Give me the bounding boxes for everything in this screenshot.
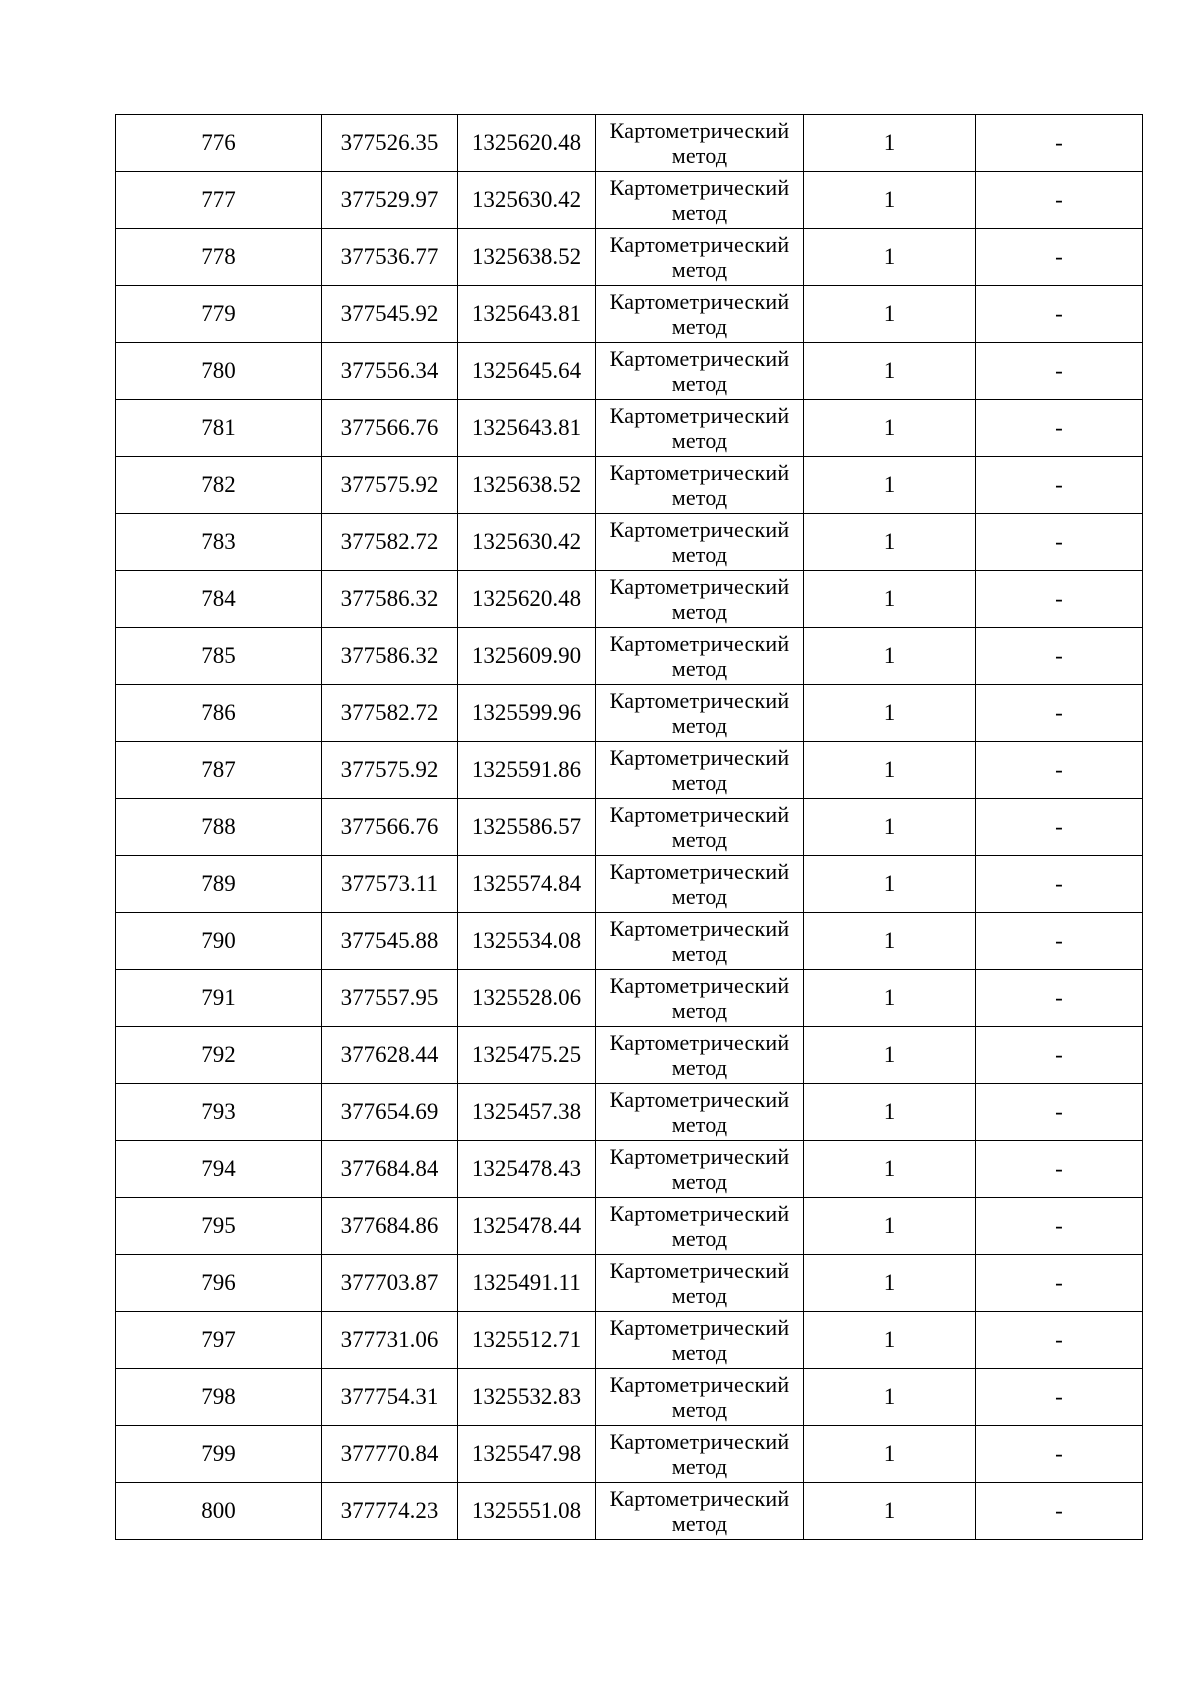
method-line-2: метод	[671, 143, 728, 168]
y-coordinate-cell: 1325591.86	[458, 742, 596, 799]
note-cell: -	[976, 1084, 1143, 1141]
method-line-1: Картометрический	[609, 1315, 790, 1340]
table-row	[116, 628, 1143, 685]
method-cell	[596, 856, 804, 913]
table-row	[116, 172, 1143, 229]
point-number-cell: 798	[116, 1369, 322, 1426]
x-coordinate-cell: 377573.11	[322, 856, 458, 913]
y-coordinate-cell: 1325643.81	[458, 286, 596, 343]
y-coordinate-cell: 1325547.98	[458, 1426, 596, 1483]
accuracy-cell: 1	[804, 799, 976, 856]
table-row	[116, 229, 1143, 286]
x-coordinate-cell: 377731.06	[322, 1312, 458, 1369]
method-line-1: Картометрический	[609, 289, 790, 314]
method-line-2: метод	[671, 1055, 728, 1080]
y-coordinate-cell: 1325491.11	[458, 1255, 596, 1312]
x-coordinate-cell: 377628.44	[322, 1027, 458, 1084]
method-cell	[596, 799, 804, 856]
method-line-2: метод	[671, 827, 728, 852]
accuracy-cell: 1	[804, 742, 976, 799]
table-row	[116, 1312, 1143, 1369]
table-row	[116, 685, 1143, 742]
coordinates-table-body	[116, 115, 1143, 1540]
y-coordinate-cell: 1325609.90	[458, 628, 596, 685]
accuracy-cell: 1	[804, 115, 976, 172]
y-coordinate-cell: 1325528.06	[458, 970, 596, 1027]
note-cell: -	[976, 628, 1143, 685]
point-number-cell: 784	[116, 571, 322, 628]
method-line-2: метод	[671, 428, 728, 453]
method-line-1: Картометрический	[609, 1030, 790, 1055]
table-row	[116, 1027, 1143, 1084]
table-row	[116, 1483, 1143, 1540]
method-line-1: Картометрический	[609, 1258, 790, 1283]
note-cell: -	[976, 799, 1143, 856]
point-number-cell: 781	[116, 400, 322, 457]
method-line-2: метод	[671, 1112, 728, 1137]
method-line-2: метод	[671, 1511, 728, 1536]
x-coordinate-cell: 377566.76	[322, 799, 458, 856]
note-cell: -	[976, 1141, 1143, 1198]
method-line-2: метод	[671, 1397, 728, 1422]
y-coordinate-cell: 1325574.84	[458, 856, 596, 913]
method-line-2: метод	[671, 542, 728, 567]
table-row	[116, 1369, 1143, 1426]
method-line-1: Картометрический	[609, 403, 790, 428]
accuracy-cell: 1	[804, 1141, 976, 1198]
method-cell	[596, 685, 804, 742]
x-coordinate-cell: 377545.88	[322, 913, 458, 970]
point-number-cell: 792	[116, 1027, 322, 1084]
accuracy-cell: 1	[804, 229, 976, 286]
method-line-2: метод	[671, 200, 728, 225]
accuracy-cell: 1	[804, 172, 976, 229]
note-cell: -	[976, 970, 1143, 1027]
x-coordinate-cell: 377582.72	[322, 685, 458, 742]
point-number-cell: 789	[116, 856, 322, 913]
table-row	[116, 970, 1143, 1027]
accuracy-cell: 1	[804, 457, 976, 514]
y-coordinate-cell: 1325551.08	[458, 1483, 596, 1540]
x-coordinate-cell: 377557.95	[322, 970, 458, 1027]
table-row	[116, 286, 1143, 343]
y-coordinate-cell: 1325620.48	[458, 571, 596, 628]
note-cell: -	[976, 1369, 1143, 1426]
x-coordinate-cell: 377684.86	[322, 1198, 458, 1255]
x-coordinate-cell: 377654.69	[322, 1084, 458, 1141]
x-coordinate-cell: 377684.84	[322, 1141, 458, 1198]
method-cell	[596, 913, 804, 970]
note-cell: -	[976, 1027, 1143, 1084]
method-line-2: метод	[671, 770, 728, 795]
y-coordinate-cell: 1325478.44	[458, 1198, 596, 1255]
y-coordinate-cell: 1325457.38	[458, 1084, 596, 1141]
table-row	[116, 1084, 1143, 1141]
x-coordinate-cell: 377556.34	[322, 343, 458, 400]
note-cell: -	[976, 1198, 1143, 1255]
method-cell	[596, 1426, 804, 1483]
method-line-1: Картометрический	[609, 574, 790, 599]
x-coordinate-cell: 377586.32	[322, 628, 458, 685]
method-cell	[596, 1369, 804, 1426]
accuracy-cell: 1	[804, 400, 976, 457]
table-row	[116, 514, 1143, 571]
table-row	[116, 799, 1143, 856]
note-cell: -	[976, 742, 1143, 799]
method-line-1: Картометрический	[609, 802, 790, 827]
accuracy-cell: 1	[804, 1369, 976, 1426]
method-line-1: Картометрический	[609, 517, 790, 542]
accuracy-cell: 1	[804, 1198, 976, 1255]
method-line-2: метод	[671, 713, 728, 738]
method-line-2: метод	[671, 1226, 728, 1251]
method-line-1: Картометрический	[609, 1372, 790, 1397]
note-cell: -	[976, 1483, 1143, 1540]
y-coordinate-cell: 1325534.08	[458, 913, 596, 970]
point-number-cell: 778	[116, 229, 322, 286]
note-cell: -	[976, 343, 1143, 400]
accuracy-cell: 1	[804, 1027, 976, 1084]
accuracy-cell: 1	[804, 1312, 976, 1369]
x-coordinate-cell: 377586.32	[322, 571, 458, 628]
note-cell: -	[976, 172, 1143, 229]
y-coordinate-cell: 1325599.96	[458, 685, 596, 742]
point-number-cell: 791	[116, 970, 322, 1027]
method-line-2: метод	[671, 1340, 728, 1365]
note-cell: -	[976, 400, 1143, 457]
method-line-1: Картометрический	[609, 859, 790, 884]
y-coordinate-cell: 1325638.52	[458, 229, 596, 286]
method-line-1: Картометрический	[609, 916, 790, 941]
accuracy-cell: 1	[804, 343, 976, 400]
point-number-cell: 794	[116, 1141, 322, 1198]
point-number-cell: 797	[116, 1312, 322, 1369]
method-cell	[596, 229, 804, 286]
method-line-1: Картометрический	[609, 1144, 790, 1169]
point-number-cell: 780	[116, 343, 322, 400]
table-row	[116, 1255, 1143, 1312]
x-coordinate-cell: 377582.72	[322, 514, 458, 571]
accuracy-cell: 1	[804, 571, 976, 628]
y-coordinate-cell: 1325645.64	[458, 343, 596, 400]
point-number-cell: 796	[116, 1255, 322, 1312]
point-number-cell: 793	[116, 1084, 322, 1141]
y-coordinate-cell: 1325643.81	[458, 400, 596, 457]
point-number-cell: 779	[116, 286, 322, 343]
method-line-2: метод	[671, 485, 728, 510]
method-cell	[596, 115, 804, 172]
method-cell	[596, 172, 804, 229]
x-coordinate-cell: 377575.92	[322, 457, 458, 514]
accuracy-cell: 1	[804, 1084, 976, 1141]
method-cell	[596, 1255, 804, 1312]
note-cell: -	[976, 685, 1143, 742]
point-number-cell: 788	[116, 799, 322, 856]
accuracy-cell: 1	[804, 913, 976, 970]
table-row	[116, 1198, 1143, 1255]
note-cell: -	[976, 514, 1143, 571]
method-line-1: Картометрический	[609, 688, 790, 713]
point-number-cell: 783	[116, 514, 322, 571]
x-coordinate-cell: 377754.31	[322, 1369, 458, 1426]
accuracy-cell: 1	[804, 1426, 976, 1483]
table-row	[116, 1141, 1143, 1198]
method-line-2: метод	[671, 1169, 728, 1194]
x-coordinate-cell: 377536.77	[322, 229, 458, 286]
method-line-2: метод	[671, 941, 728, 966]
method-line-2: метод	[671, 998, 728, 1023]
method-line-2: метод	[671, 884, 728, 909]
point-number-cell: 795	[116, 1198, 322, 1255]
table-row	[116, 856, 1143, 913]
x-coordinate-cell: 377566.76	[322, 400, 458, 457]
accuracy-cell: 1	[804, 685, 976, 742]
point-number-cell: 800	[116, 1483, 322, 1540]
method-cell	[596, 1027, 804, 1084]
table-row	[116, 913, 1143, 970]
x-coordinate-cell: 377526.35	[322, 115, 458, 172]
method-line-1: Картометрический	[609, 1087, 790, 1112]
method-line-1: Картометрический	[609, 1486, 790, 1511]
x-coordinate-cell: 377545.92	[322, 286, 458, 343]
point-number-cell: 777	[116, 172, 322, 229]
note-cell: -	[976, 1255, 1143, 1312]
note-cell: -	[976, 856, 1143, 913]
note-cell: -	[976, 457, 1143, 514]
y-coordinate-cell: 1325478.43	[458, 1141, 596, 1198]
accuracy-cell: 1	[804, 856, 976, 913]
method-cell	[596, 343, 804, 400]
table-row	[116, 400, 1143, 457]
method-cell	[596, 571, 804, 628]
table-row	[116, 742, 1143, 799]
x-coordinate-cell: 377774.23	[322, 1483, 458, 1540]
y-coordinate-cell: 1325638.52	[458, 457, 596, 514]
y-coordinate-cell: 1325620.48	[458, 115, 596, 172]
method-cell	[596, 514, 804, 571]
y-coordinate-cell: 1325630.42	[458, 514, 596, 571]
method-line-2: метод	[671, 1283, 728, 1308]
note-cell: -	[976, 913, 1143, 970]
method-line-2: метод	[671, 371, 728, 396]
x-coordinate-cell: 377529.97	[322, 172, 458, 229]
x-coordinate-cell: 377703.87	[322, 1255, 458, 1312]
method-cell	[596, 400, 804, 457]
method-line-1: Картометрический	[609, 232, 790, 257]
y-coordinate-cell: 1325630.42	[458, 172, 596, 229]
accuracy-cell: 1	[804, 970, 976, 1027]
method-line-1: Картометрический	[609, 118, 790, 143]
note-cell: -	[976, 229, 1143, 286]
note-cell: -	[976, 115, 1143, 172]
accuracy-cell: 1	[804, 628, 976, 685]
coordinates-table	[115, 114, 1143, 1540]
accuracy-cell: 1	[804, 1255, 976, 1312]
method-cell	[596, 286, 804, 343]
method-line-1: Картометрический	[609, 175, 790, 200]
method-line-2: метод	[671, 314, 728, 339]
method-line-1: Картометрический	[609, 973, 790, 998]
method-cell	[596, 628, 804, 685]
method-line-1: Картометрический	[609, 745, 790, 770]
point-number-cell: 776	[116, 115, 322, 172]
y-coordinate-cell: 1325475.25	[458, 1027, 596, 1084]
method-cell	[596, 457, 804, 514]
point-number-cell: 782	[116, 457, 322, 514]
method-line-1: Картометрический	[609, 631, 790, 656]
table-row	[116, 571, 1143, 628]
x-coordinate-cell: 377770.84	[322, 1426, 458, 1483]
method-cell	[596, 1312, 804, 1369]
method-line-2: метод	[671, 1454, 728, 1479]
method-cell	[596, 970, 804, 1027]
table-row	[116, 1426, 1143, 1483]
method-line-2: метод	[671, 599, 728, 624]
table-row	[116, 457, 1143, 514]
note-cell: -	[976, 286, 1143, 343]
note-cell: -	[976, 1426, 1143, 1483]
method-line-1: Картометрический	[609, 346, 790, 371]
method-cell	[596, 742, 804, 799]
method-line-1: Картометрический	[609, 1201, 790, 1226]
method-line-1: Картометрический	[609, 460, 790, 485]
method-line-1: Картометрический	[609, 1429, 790, 1454]
note-cell: -	[976, 571, 1143, 628]
y-coordinate-cell: 1325532.83	[458, 1369, 596, 1426]
method-cell	[596, 1141, 804, 1198]
accuracy-cell: 1	[804, 514, 976, 571]
accuracy-cell: 1	[804, 286, 976, 343]
y-coordinate-cell: 1325586.57	[458, 799, 596, 856]
point-number-cell: 799	[116, 1426, 322, 1483]
point-number-cell: 785	[116, 628, 322, 685]
y-coordinate-cell: 1325512.71	[458, 1312, 596, 1369]
note-cell: -	[976, 1312, 1143, 1369]
method-line-2: метод	[671, 257, 728, 282]
table-row	[116, 115, 1143, 172]
method-cell	[596, 1084, 804, 1141]
method-cell	[596, 1483, 804, 1540]
method-line-2: метод	[671, 656, 728, 681]
table-row	[116, 343, 1143, 400]
point-number-cell: 790	[116, 913, 322, 970]
method-cell	[596, 1198, 804, 1255]
point-number-cell: 786	[116, 685, 322, 742]
accuracy-cell: 1	[804, 1483, 976, 1540]
x-coordinate-cell: 377575.92	[322, 742, 458, 799]
point-number-cell: 787	[116, 742, 322, 799]
